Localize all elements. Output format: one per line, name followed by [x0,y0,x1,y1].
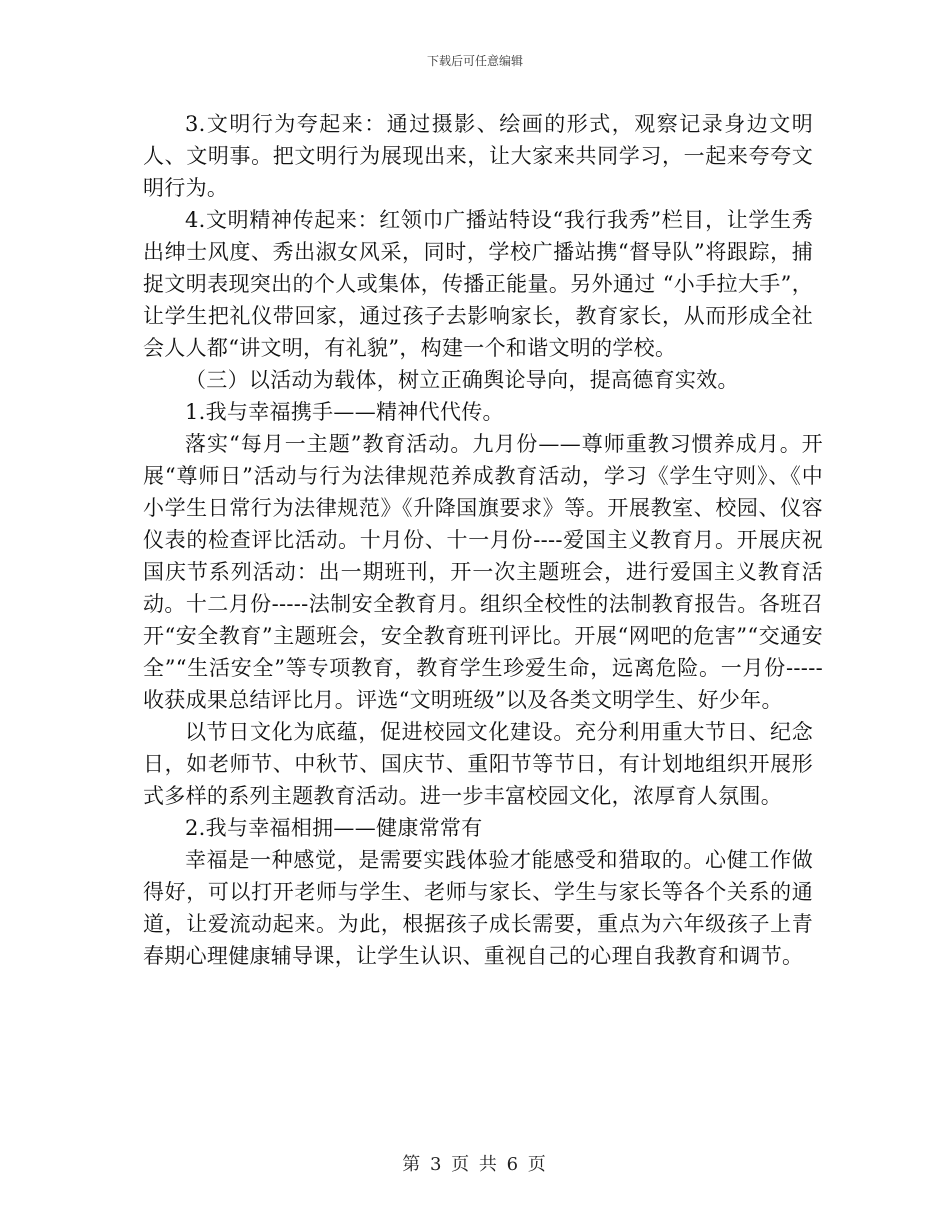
document-body [143,108,823,972]
paragraph-civilized-spirit: 4.文明精神传起来：红领巾广播站特设“我行我秀”栏目，让学生秀出绅士风度、秀出淑女风采，同时，学校广播站携“督导队”将跟踪，捕捉文明表现突出的个人或集体，传播正能量。另外通过 “小手拉大手”，让学生把礼仪带回家，通过孩子去影响家长，教育家长，从而形成全社会人人都“讲文明，有礼貌”，构建一个和谐文明的学校。 [143,208,813,360]
paragraph-monthly-theme: 落实“每月一主题”教育活动。九月份——尊师重教习惯养成月。开展“尊师日”活动与行为法律规范养成教育活动，学习《学生守则》、《中小学生日常行为法律规范》《升降国旗要求》等。开展教室、校园、仪容仪表的检查评比活动。十月份、十一月份----爱国主义教育月。开展庆祝国庆节系列活动：出一期班刊，开一次主题班会，进行爱国主义教育活动。十二月份-----法制安全教育月。组织全校性的法制教育报告。各班召开“安全教育”主题班会，安全教育班刊评比。开展“网吧的危害”“交通安全”“生活安全”等专项教育，教育学生珍爱生命，远离危险。一月份-----收获成果总结评比月。评选“文明班级”以及各类文明学生、好少年。 [143,432,823,712]
page-header: 下载后可任意编辑 [426,54,523,68]
paragraph-mental-health: 幸福是一种感觉，是需要实践体验才能感受和猎取的。心健工作做得好，可以打开老师与学生、老师与家长、学生与家长等各个关系的通道，让爱流动起来。为此，根据孩子成长需要，重点为六年级孩子上青春期心理健康辅导课，让学生认识、重视自己的心理自我教育和调节。 [143,848,813,968]
section-heading-activities: （三）以活动为载体，树立正确舆论导向，提高德育实效。 [185,368,739,392]
subheading-happiness-hand-in-hand: 1.我与幸福携手——精神代代传。 [185,400,504,424]
page-number: 第 3 页 共 6 页 [402,1154,548,1175]
subheading-happiness-embrace: 2.我与幸福相拥——健康常常有 [185,816,483,840]
paragraph-festival-culture: 以节日文化为底蕴，促进校园文化建设。充分利用重大节日、纪念日，如老师节、中秋节、国庆节、重阳节等节日，有计划地组织开展形式多样的系列主题教育活动。进一步丰富校园文化，浓厚育人氛围。 [143,720,813,808]
paragraph-civilized-behavior: 3.文明行为夸起来：通过摄影、绘画的形式，观察记录身边文明人、文明事。把文明行为展现出来，让大家来共同学习，一起来夸夸文明行为。 [143,112,813,200]
